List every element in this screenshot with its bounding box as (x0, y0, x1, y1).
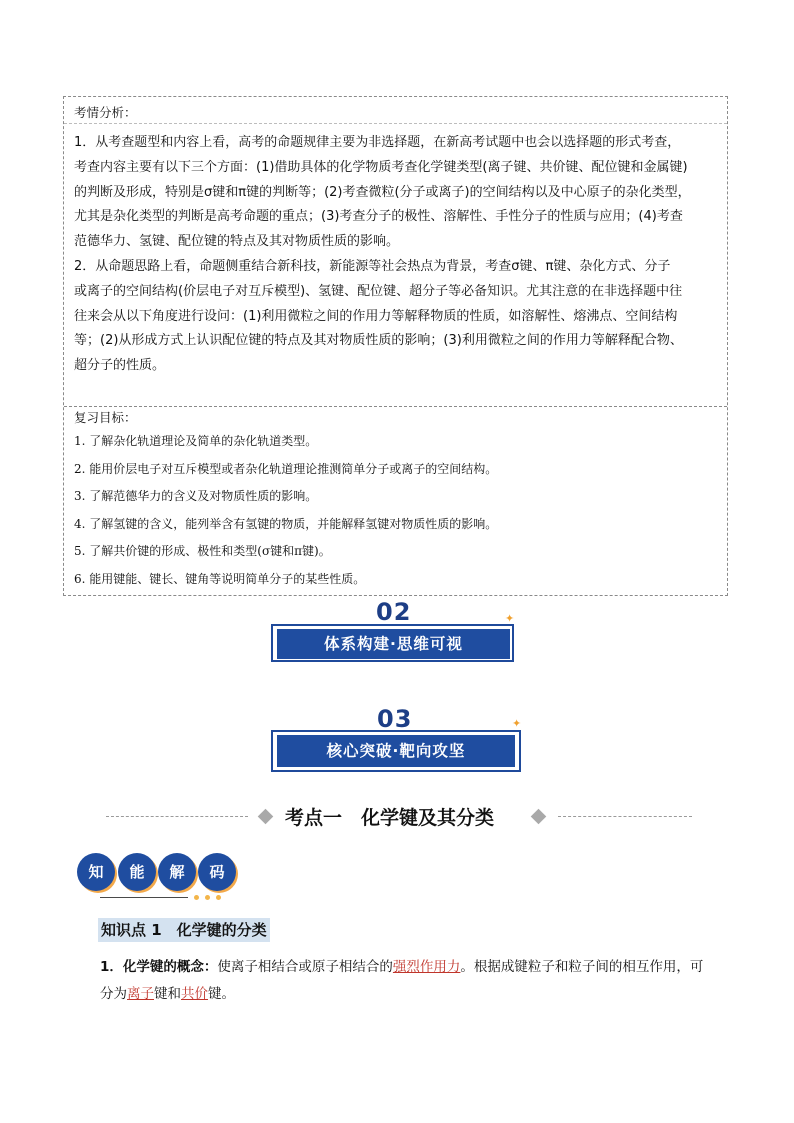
analysis-heading: 考情分析： (74, 105, 137, 120)
goal-item: 3. 了解范德华力的含义及对物质性质的影响。 (74, 489, 318, 504)
analysis-line: 超分子的性质。 (74, 358, 166, 374)
para-lead: 1．化学键的概念： (100, 959, 218, 975)
zhineng-char: 知 (77, 853, 115, 891)
section-title: 体系构建·思维可视 (277, 629, 510, 659)
goal-item: 1. 了解杂化轨道理论及简单的杂化轨道类型。 (74, 434, 318, 448)
zhineng-char: 码 (198, 853, 236, 891)
section-title: 核心突破·靶向攻坚 (277, 735, 515, 767)
highlight-term: 共价 (181, 986, 208, 1002)
analysis-line: 等；(2)从形成方式上认识配位键的特点及其对物质性质的影响；(3)利用微粒之间的作用力等解释配合物、 (74, 333, 683, 349)
dot-icon (194, 895, 199, 900)
para-text: 使离子相结合或原子相结合的 (217, 959, 393, 975)
diamond-icon (258, 809, 274, 825)
para-text: 分为 (100, 986, 127, 1002)
knowledge-point-label: 知识点 1 化学键的分类 (98, 918, 270, 942)
divider (64, 123, 727, 124)
kaodian-title: 考点一 化学键及其分类 (285, 807, 495, 829)
para-text: 键。 (208, 986, 235, 1002)
sparkle-icon: ✦ (512, 717, 522, 730)
section-number: 03 (377, 705, 413, 733)
diamond-icon (531, 809, 547, 825)
dot-icon (216, 895, 221, 900)
analysis-line: 往来会从以下角度进行设问：(1)利用微粒之间的作用力等解释物质的性质，如溶解性、熔沸点、空间结构 (74, 308, 678, 324)
para-text: 。根据成键粒子和粒子间的相互作用，可 (460, 959, 704, 975)
analysis-line: 范德华力、氢键、配位键的特点及其对物质性质的影响。 (74, 234, 400, 250)
goal-item: 6. 能用键能、键长、键角等说明简单分子的某些性质。 (74, 572, 366, 586)
highlight-term: 强烈作用力 (392, 959, 461, 975)
analysis-line: 尤其是杂化类型的判断是高考命题的重点；(3)考查分子的极性、溶解性、手性分子的性质与应用；(4)考查 (74, 209, 683, 225)
highlight-term: 离子 (127, 986, 154, 1002)
analysis-line: 的判断及形成，特别是σ键和π键的判断等；(2)考查微粒(分子或离子)的空间结构以及中心原子的杂化类型， (74, 184, 691, 200)
section-number: 02 (376, 598, 412, 626)
analysis-line: 或离子的空间结构(价层电子对互斥模型)、氢键、配位键、超分子等必备知识。尤其注意的在非选择题中往 (74, 283, 683, 299)
zhineng-char: 解 (158, 853, 196, 891)
analysis-line: 1．从考查题型和内容上看，高考的命题规律主要为非选择题，在新高考试题中也会以选择题的形式考查， (74, 135, 681, 150)
analysis-line: 2．从命题思路上看，命题侧重结合新科技，新能源等社会热点为背景，考查σ键、π键、杂化方式、分子 (74, 259, 671, 274)
analysis-line: 考查内容主要有以下三个方面：(1)借助具体的化学物质考查化学键类型(离子键、共价键、配位键和金属键) (74, 159, 688, 175)
paragraph-line (100, 954, 703, 981)
para-text: 键和 (154, 986, 181, 1002)
underline-rule (100, 897, 188, 898)
goal-item: 4. 了解氢键的含义，能列举含有氢键的物质，并能解释氢键对物质性质的影响。 (74, 516, 498, 531)
dashed-rule (106, 816, 248, 818)
zhineng-char: 能 (118, 853, 156, 891)
paragraph-line (100, 981, 235, 1008)
dashed-rule (558, 816, 692, 818)
goal-item: 5. 了解共价键的形成、极性和类型(σ键和π键)。 (74, 544, 331, 559)
dot-icon (205, 895, 210, 900)
divider (64, 406, 727, 407)
sparkle-icon: ✦ (505, 612, 515, 625)
exam-analysis-box (63, 96, 728, 596)
goal-item: 2. 能用价层电子对互斥模型或者杂化轨道理论推测简单分子或离子的空间结构。 (74, 461, 498, 476)
goals-heading: 复习目标： (74, 410, 137, 425)
